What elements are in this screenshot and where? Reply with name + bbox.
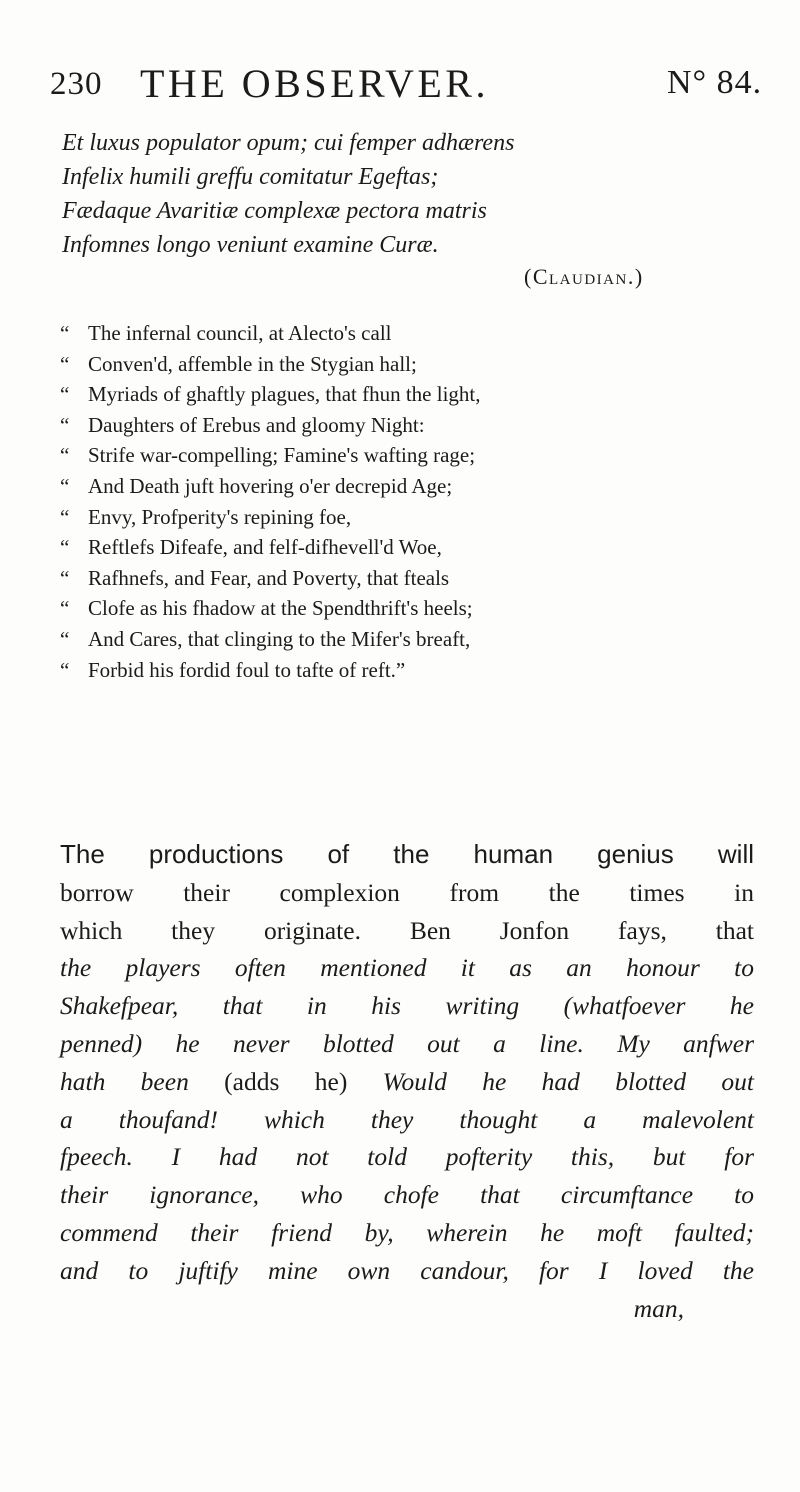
paragraph-line: The productions of the human genius will bbox=[60, 839, 754, 869]
quote-mark: “ bbox=[60, 351, 70, 376]
poem-line bbox=[60, 655, 740, 686]
italic-text: commend their friend by, wherein he moft faulted; bbox=[60, 1217, 754, 1247]
page-number: 230 bbox=[50, 66, 103, 102]
poem-line-text: Strife war-compelling; Famine's wafting rage; bbox=[88, 443, 476, 468]
epigraph-attribution: (Claudian.) bbox=[524, 264, 644, 289]
italic-text: Would he had blotted out bbox=[382, 1066, 754, 1096]
paragraph-line bbox=[60, 1252, 754, 1290]
poem-line-text: Daughters of Erebus and gloomy Night: bbox=[88, 412, 425, 437]
italic-text: penned) he never blotted out a line. My anfwer bbox=[60, 1028, 754, 1058]
paragraph-line bbox=[60, 1025, 754, 1063]
quote-mark: “ bbox=[60, 412, 70, 437]
italic-text: that in his writing (whatfoever he bbox=[178, 991, 754, 1021]
italic-text: and to juftify mine own candour, for I loved the bbox=[60, 1255, 754, 1285]
page-header bbox=[50, 60, 770, 110]
epigraph-line: Et luxus populator opum; cui femper adhærens bbox=[62, 130, 515, 156]
paragraph-line bbox=[60, 1138, 754, 1176]
poem-line bbox=[60, 502, 740, 533]
poem-line bbox=[60, 440, 740, 471]
running-title: THE OBSERVER. bbox=[140, 61, 489, 106]
poem-line bbox=[60, 318, 740, 349]
italic-text: a thoufand! which they thought a malevolent bbox=[60, 1104, 754, 1134]
epigraph-line: Infomnes longo veniunt examine Curæ. bbox=[62, 232, 439, 258]
poem-line-text: The infernal council, at Alecto's call bbox=[88, 321, 392, 345]
quote-mark: “ bbox=[60, 382, 70, 407]
italic-text: the players often mentioned it as an honour to bbox=[60, 953, 754, 983]
paragraph-line bbox=[60, 1063, 754, 1101]
poem-line-text: Envy, Profperity's repining foe, bbox=[88, 504, 352, 529]
italic-text: hath been bbox=[60, 1066, 189, 1096]
paragraph-line bbox=[60, 1101, 754, 1139]
translated-poem bbox=[60, 318, 740, 685]
paragraph-line bbox=[60, 1176, 754, 1214]
poem-line bbox=[60, 593, 740, 624]
catchword bbox=[60, 1290, 754, 1328]
paragraph-line bbox=[60, 949, 754, 987]
italic-text: their ignorance, who chofe that circumftance to bbox=[60, 1180, 754, 1210]
italic-text: fpeech. I had not told pofterity this, but for bbox=[60, 1142, 754, 1172]
paragraph-line bbox=[60, 1214, 754, 1252]
quote-mark: “ bbox=[60, 443, 70, 468]
italic-text: man, bbox=[633, 1293, 684, 1323]
poem-line-text: Forbid his fordid foul to tafte of reft.” bbox=[88, 657, 406, 682]
body-paragraph bbox=[60, 836, 754, 1327]
quote-mark: “ bbox=[60, 565, 70, 590]
poem-line-text: Myriads of ghaftly plagues, that fhun the light, bbox=[88, 382, 481, 407]
epigraph-line: Infelix humili greffu comitatur Egeftas; bbox=[62, 164, 439, 190]
poem-line bbox=[60, 624, 740, 655]
epigraph-line: Fædaque Avaritiæ complexæ pectora matris bbox=[62, 198, 487, 224]
quote-mark: “ bbox=[60, 657, 70, 682]
poem-line bbox=[60, 349, 740, 380]
poem-line bbox=[60, 379, 740, 410]
paragraph-line: which they originate. Ben Jonfon fays, that bbox=[60, 915, 754, 945]
quote-mark: “ bbox=[60, 504, 70, 529]
poem-line bbox=[60, 563, 740, 594]
quote-mark: “ bbox=[60, 473, 70, 498]
italic-text: Shakefpear, bbox=[60, 991, 179, 1021]
paragraph-line: borrow their complexion from the times in bbox=[60, 877, 754, 907]
poem-line-text: Conven'd, affemble in the Stygian hall; bbox=[88, 351, 417, 376]
quote-mark: “ bbox=[60, 596, 70, 621]
poem-line bbox=[60, 532, 740, 563]
poem-line-text: And Death juft hovering o'er decrepid Age; bbox=[88, 473, 453, 498]
poem-line bbox=[60, 471, 740, 502]
quote-mark: “ bbox=[60, 321, 70, 345]
poem-line bbox=[60, 410, 740, 441]
poem-line-text: Rafhnefs, and Fear, and Poverty, that fteals bbox=[88, 565, 450, 590]
latin-epigraph bbox=[62, 126, 762, 262]
quote-mark: “ bbox=[60, 535, 70, 560]
issue-number: N° 84. bbox=[667, 64, 763, 101]
quote-mark: “ bbox=[60, 626, 70, 651]
poem-line-text: Clofe as his fhadow at the Spendthrift's heels; bbox=[88, 596, 473, 621]
poem-line-text: Reftlefs Difeafe, and felf-difhevell'd Woe, bbox=[88, 535, 442, 560]
paragraph-line bbox=[60, 987, 754, 1025]
roman-text: (adds he) bbox=[188, 1066, 383, 1096]
poem-line-text: And Cares, that clinging to the Mifer's breaft, bbox=[88, 626, 471, 651]
